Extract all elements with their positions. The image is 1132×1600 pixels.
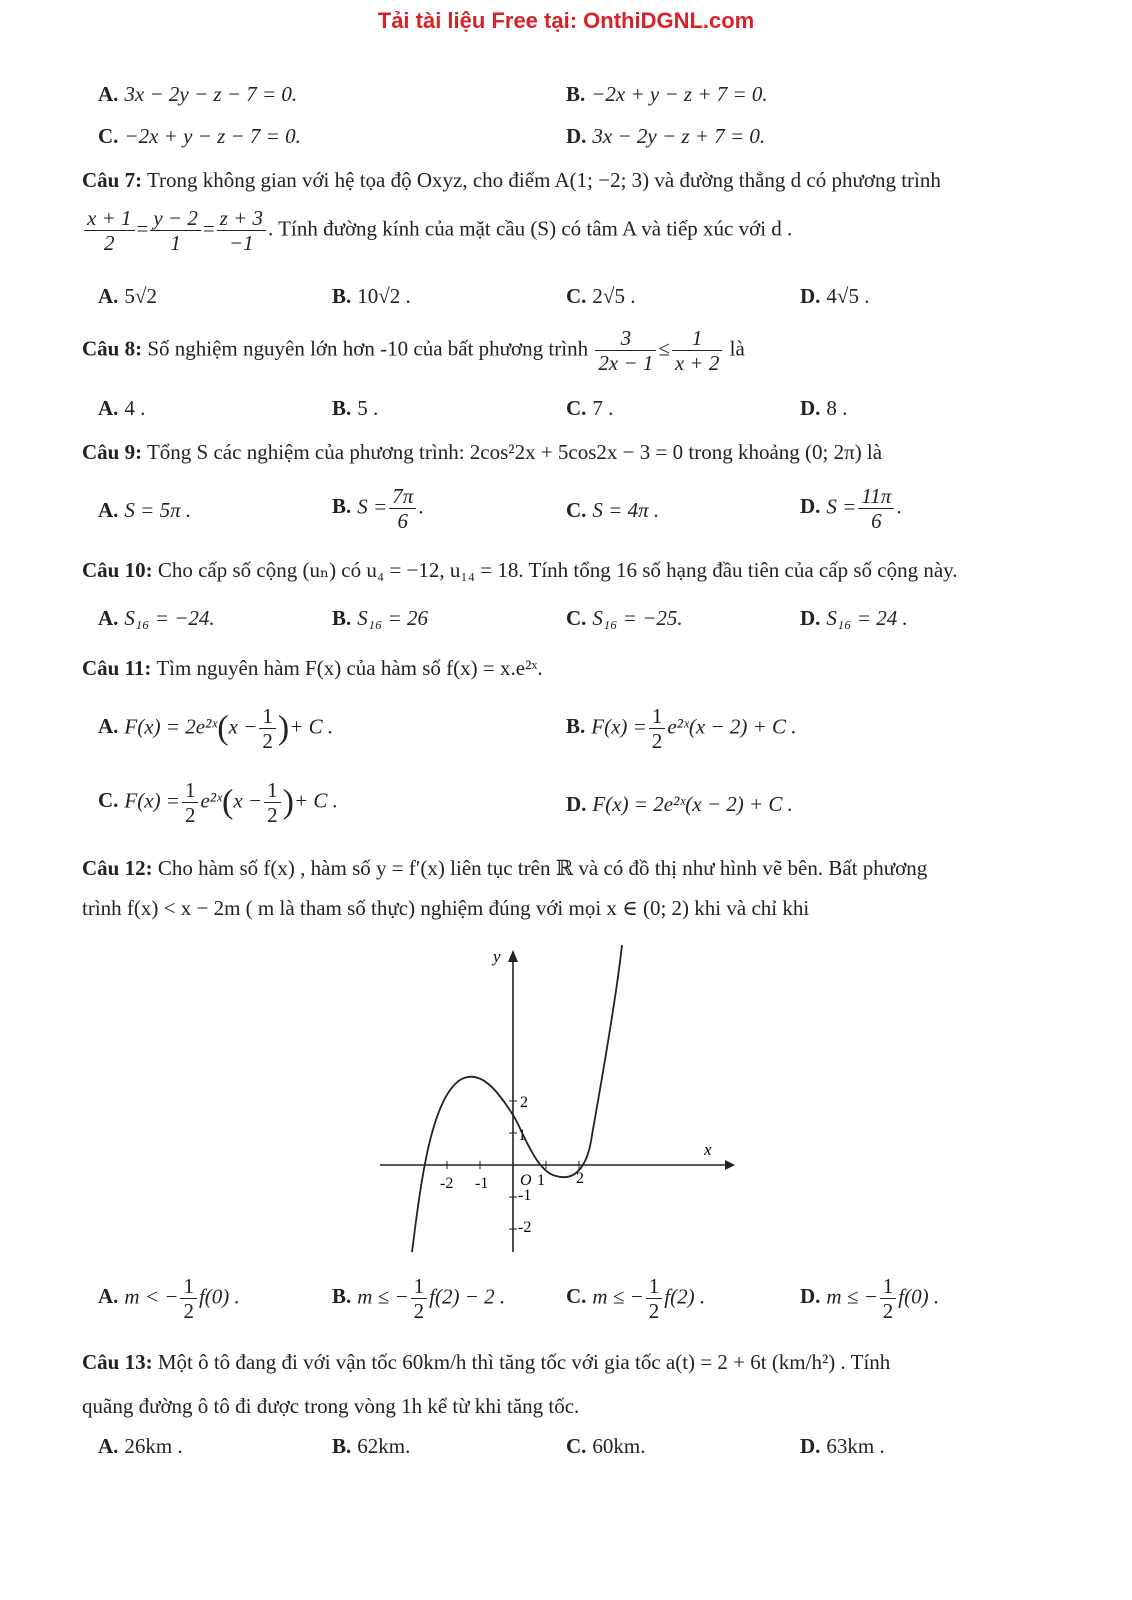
q10-label: Câu 10:: [82, 558, 153, 582]
q7-option-a: A. 5√2: [98, 284, 157, 308]
q7-label: Câu 7:: [82, 168, 143, 192]
x-tick-label: 2: [576, 1170, 584, 1187]
q6-option-a: [98, 82, 297, 107]
q8-fraction-2: $\frac{1}{x + 2}$: [672, 326, 723, 375]
q6-option-a-text: 3x − 2y − z − 7 = 0.: [124, 82, 298, 106]
option-label: D.: [566, 124, 587, 148]
q8-text1: Số nghiệm nguyên lớn hơn -10 của bất phương trình: [147, 336, 589, 361]
q7-option-c: C. 2√5 .: [566, 284, 636, 308]
q12-label: Câu 12:: [82, 856, 153, 880]
q7-stem-line1: [82, 168, 941, 193]
q12-option-a: A. m < − $\frac{1}{2}$ f(0) .: [98, 1274, 240, 1324]
q11-text: Tìm nguyên hàm F(x) của hàm số f(x) = x.e²ˣ.: [156, 656, 543, 680]
q12-option-c: C. m ≤ − $\frac{1}{2}$ f(2) .: [566, 1274, 706, 1324]
q7-option-a-text: 5√2: [124, 284, 157, 308]
q6-option-b-text: −2x + y − z + 7 = 0.: [591, 82, 768, 106]
q13-stem-line2: [82, 1394, 579, 1419]
q10-option-d: D. S₁₆ = 24 .: [800, 606, 908, 630]
q12-stem-line1: [82, 856, 927, 881]
q7-option-d-text: 4√5 .: [826, 284, 870, 308]
q11-option-a-fraction: $\frac{1}{2}$: [259, 704, 276, 753]
q13-label: Câu 13:: [82, 1350, 153, 1374]
origin-label: O: [520, 1172, 532, 1189]
q10-option-c: C. S₁₆ = −25.: [566, 606, 683, 630]
x-tick-label: 1: [537, 1172, 545, 1189]
q8-fraction-1: $\frac{3}{2x - 1}$: [595, 326, 656, 375]
q7-fraction-2: $\frac{y - 2}{1}$: [150, 206, 201, 255]
q9-option-c: C. S = 4π .: [566, 498, 660, 522]
q11-option-b: B. F(x) = $\frac{1}{2}$ e²ˣ(x − 2) + C .: [566, 704, 797, 754]
q12-text1: Cho hàm số f(x) , hàm số y = f′(x) liên tục trên ℝ và có đồ thị như hình vẽ bên. Bất phương: [157, 856, 928, 880]
q6-option-c-text: −2x + y − z − 7 = 0.: [124, 124, 301, 148]
q10-stem: [82, 558, 958, 583]
y-tick-label: -2: [518, 1219, 532, 1236]
derivative-graph: [380, 940, 740, 1270]
q12-option-a-fraction: $\frac{1}{2}$: [180, 1274, 197, 1323]
q8-option-d: D. 8 .: [800, 396, 848, 420]
q11-stem: [82, 656, 543, 681]
q7-fraction-1: $\frac{x + 1}{2}$: [84, 206, 135, 255]
q12-option-d-fraction: $\frac{1}{2}$: [880, 1274, 897, 1323]
y-tick-label: -1: [518, 1187, 532, 1204]
q8-option-c: C. 7 .: [566, 396, 614, 420]
q11-label: Câu 11:: [82, 656, 152, 680]
x-tick-label: -2: [440, 1175, 454, 1192]
x-axis-arrow: [725, 1160, 735, 1170]
q9-option-b-fraction: $\frac{7\pi}{6}$: [389, 484, 416, 533]
q8-option-a: A. 4 .: [98, 396, 146, 420]
q13-option-d: D. 63km .: [800, 1434, 885, 1458]
x-axis-label: x: [704, 1140, 712, 1159]
q13-option-c: C. 60km.: [566, 1434, 646, 1458]
q9-label: Câu 9:: [82, 440, 143, 464]
q11-option-d: D. F(x) = 2e²ˣ(x − 2) + C .: [566, 792, 793, 816]
q7-text1: Trong không gian với hệ tọa độ Oxyz, cho điểm A(1; −2; 3) và đường thẳng d có phương trình: [146, 168, 941, 192]
y-tick-label: 2: [520, 1094, 528, 1111]
option-label: C.: [98, 124, 119, 148]
y-axis-label: y: [493, 947, 501, 966]
q9-option-d: D. S = $\frac{11\pi}{6}$ .: [800, 484, 902, 534]
q8-label: Câu 8:: [82, 336, 143, 361]
q11-option-a: A. F(x) = 2e²ˣ(x − $\frac{1}{2}$ )+ C .: [98, 704, 334, 754]
q12-option-b: B. m ≤ − $\frac{1}{2}$ f(2) − 2 .: [332, 1274, 506, 1324]
q10-option-b: B. S₁₆ = 26: [332, 606, 429, 630]
q11-option-c-fraction-1: $\frac{1}{2}$: [182, 778, 199, 827]
q6-option-c: [98, 124, 301, 149]
q8-stem: Câu 8: Số nghiệm nguyên lớn hơn -10 của bất phương trình $\frac{3}{2x - 1}$ ≤ $\frac{1}{x + 2}$ là: [82, 326, 745, 376]
q7-option-c-text: 2√5 .: [592, 284, 636, 308]
q9-option-b: B. S = $\frac{7\pi}{6}$ .: [332, 484, 424, 534]
y-axis-arrow: [508, 950, 518, 962]
q11-option-c-fraction-2: $\frac{1}{2}$: [264, 778, 281, 827]
q7-option-b: B. 10√2 .: [332, 284, 411, 308]
derivative-curve: [412, 945, 622, 1252]
q12-option-d: D. m ≤ − $\frac{1}{2}$ f(0) .: [800, 1274, 940, 1324]
option-label: A.: [98, 82, 119, 106]
q7-option-d: D. 4√5 .: [800, 284, 870, 308]
q8-text2: là: [729, 336, 745, 361]
q9-stem: [82, 440, 882, 465]
q12-text2: trình f(x) < x − 2m ( m là tham số thực) nghiệm đúng với mọi x ∈ (0; 2) khi và chỉ khi: [82, 896, 810, 920]
site-header-banner: Tải tài liệu Free tại: OnthiDGNL.com: [377, 8, 755, 33]
q11-option-c: C. F(x) = $\frac{1}{2}$ e²ˣ(x − $\frac{1}{2}$ )+ C .: [98, 778, 338, 828]
q6-option-b: [566, 82, 768, 107]
q9-option-d-fraction: $\frac{11\pi}{6}$: [858, 484, 894, 533]
x-tick-label: -1: [475, 1175, 489, 1192]
q12-option-c-fraction: $\frac{1}{2}$: [646, 1274, 663, 1323]
q13-option-b: B. 62km.: [332, 1434, 411, 1458]
q13-stem-line1: [82, 1350, 890, 1375]
q6-option-d: [566, 124, 765, 149]
q13-text1: Một ô tô đang đi với vận tốc 60km/h thì tăng tốc với gia tốc a(t) = 2 + 6t (km/h²) . Tính: [157, 1350, 891, 1374]
q7-stem-line2: $\frac{x + 1}{2}$ = $\frac{y - 2}{1}$ = $\frac{z + 3}{-1}$ . Tính đường kính của mặt cầu (S) có tâm A và tiếp xúc với d .: [82, 206, 792, 255]
q9-text: Tổng S các nghiệm của phương trình: 2cos²2x + 5cos2x − 3 = 0 trong khoảng (0; 2π) là: [146, 440, 883, 464]
q12-option-b-fraction: $\frac{1}{2}$: [411, 1274, 428, 1323]
q13-text2: quãng đường ô tô đi được trong vòng 1h kể từ khi tăng tốc.: [82, 1394, 580, 1418]
q10-option-a: A. S₁₆ = −24.: [98, 606, 215, 630]
q10-text: Cho cấp số cộng (uₙ) có u₄ = −12, u₁₄ = 18. Tính tổng 16 số hạng đầu tiên của cấp số cộng này.: [157, 558, 958, 582]
q7-fraction-3: $\frac{z + 3}{-1}$: [217, 206, 266, 255]
q7-text2: . Tính đường kính của mặt cầu (S) có tâm A và tiếp xúc với d .: [268, 216, 793, 241]
q6-option-d-text: 3x − 2y − z + 7 = 0.: [592, 124, 766, 148]
y-tick-label: 1: [518, 1127, 526, 1144]
q8-option-b: B. 5 .: [332, 396, 379, 420]
option-label: B.: [566, 82, 586, 106]
q11-option-b-fraction: $\frac{1}{2}$: [649, 704, 666, 753]
q7-option-b-text: 10√2 .: [357, 284, 411, 308]
q13-option-a: A. 26km .: [98, 1434, 183, 1458]
q12-stem-line2: [82, 896, 809, 921]
q9-option-a: A. S = 5π .: [98, 498, 192, 522]
